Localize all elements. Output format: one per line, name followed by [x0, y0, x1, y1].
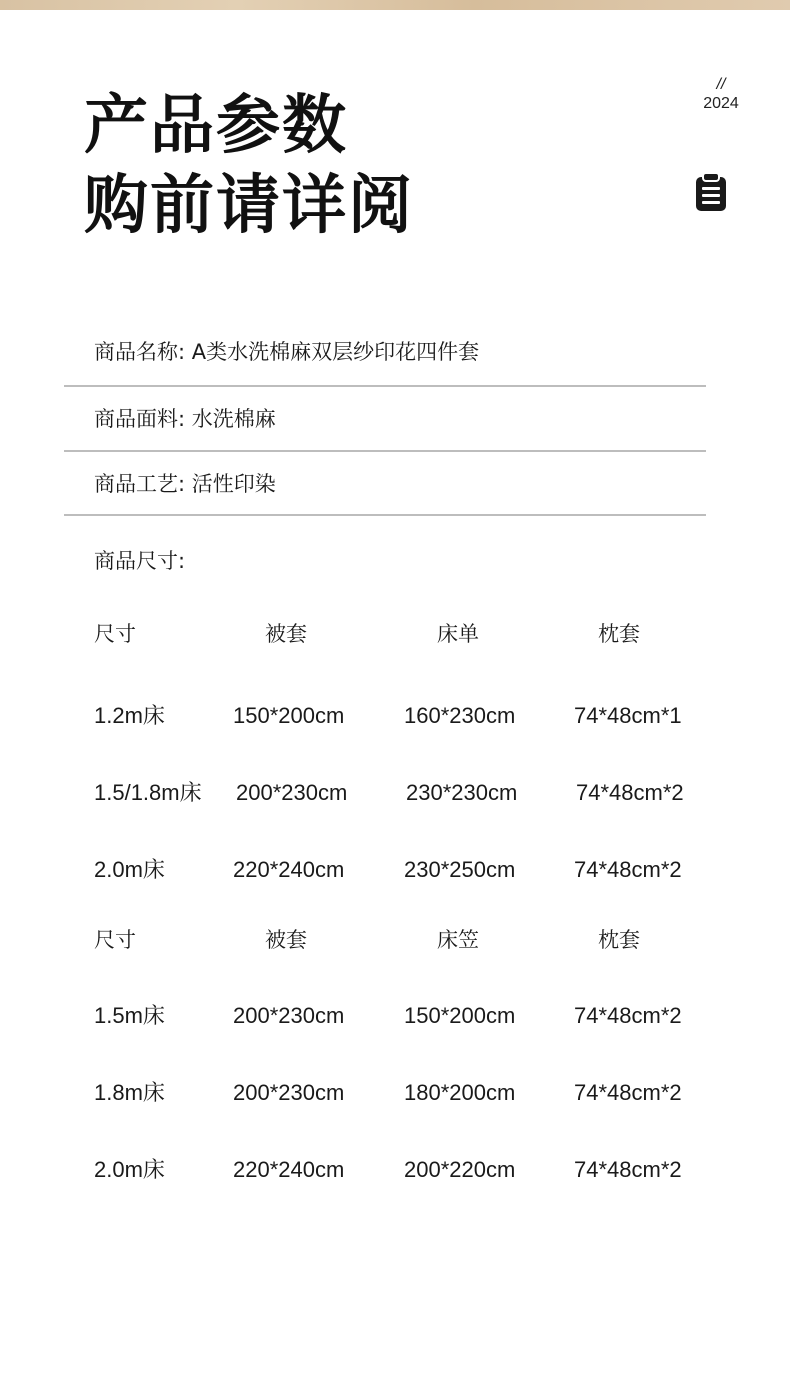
table2-cell: 74*48cm*2 [574, 1080, 682, 1105]
divider [64, 450, 706, 452]
table2-header-pillow: 枕套 [598, 928, 640, 952]
table2-header-duvet: 被套 [265, 928, 307, 952]
table1-cell: 150*200cm [233, 703, 345, 728]
table1-cell: 160*230cm [404, 703, 516, 728]
year-slash: // [716, 76, 726, 93]
table1-cell: 1.5/1.8m床 [94, 780, 202, 805]
table1-header-size: 尺寸 [94, 622, 136, 646]
table1-cell: 1.2m床 [94, 703, 165, 728]
table2-cell: 1.5m床 [94, 1003, 165, 1028]
table1-cell: 220*240cm [233, 857, 345, 882]
year-mark [690, 76, 752, 114]
table1-header-duvet: 被套 [265, 622, 307, 646]
table2-cell: 200*230cm [233, 1080, 345, 1105]
table1-header-pillow: 枕套 [598, 622, 640, 646]
table2-cell: 74*48cm*2 [574, 1003, 682, 1028]
year-text: 2024 [703, 95, 739, 112]
product-name: 商品名称: A类水洗棉麻双层纱印花四件套 [94, 340, 480, 364]
table1-cell: 230*230cm [406, 780, 518, 805]
table1-cell: 230*250cm [404, 857, 516, 882]
table2-cell: 200*220cm [404, 1157, 516, 1182]
product-size-label: 商品尺寸: [94, 549, 186, 573]
table2-cell: 180*200cm [404, 1080, 516, 1105]
top-wood-strip [0, 0, 790, 10]
product-craft: 商品工艺: 活性印染 [94, 472, 276, 496]
page-title [84, 86, 414, 246]
table1-cell: 74*48cm*2 [576, 780, 684, 805]
clipboard-icon [695, 172, 727, 212]
product-fabric: 商品面料: 水洗棉麻 [94, 407, 276, 431]
table2-cell: 220*240cm [233, 1157, 345, 1182]
divider [64, 514, 706, 516]
table2-cell: 2.0m床 [94, 1157, 165, 1182]
table2-cell: 74*48cm*2 [574, 1157, 682, 1182]
table2-header-size: 尺寸 [94, 928, 136, 952]
table2-cell: 1.8m床 [94, 1080, 165, 1105]
title-line-1: 产品参数 [84, 88, 348, 163]
table1-header-sheet: 床单 [437, 622, 479, 646]
table2-cell: 150*200cm [404, 1003, 516, 1028]
table2-header-fitted-sheet: 床笠 [437, 928, 479, 952]
title-line-2: 购前请详阅 [84, 168, 414, 243]
table1-cell: 200*230cm [236, 780, 348, 805]
table1-cell: 74*48cm*1 [574, 703, 682, 728]
table1-cell: 2.0m床 [94, 857, 165, 882]
divider [64, 385, 706, 387]
table2-cell: 200*230cm [233, 1003, 345, 1028]
table1-cell: 74*48cm*2 [574, 857, 682, 882]
